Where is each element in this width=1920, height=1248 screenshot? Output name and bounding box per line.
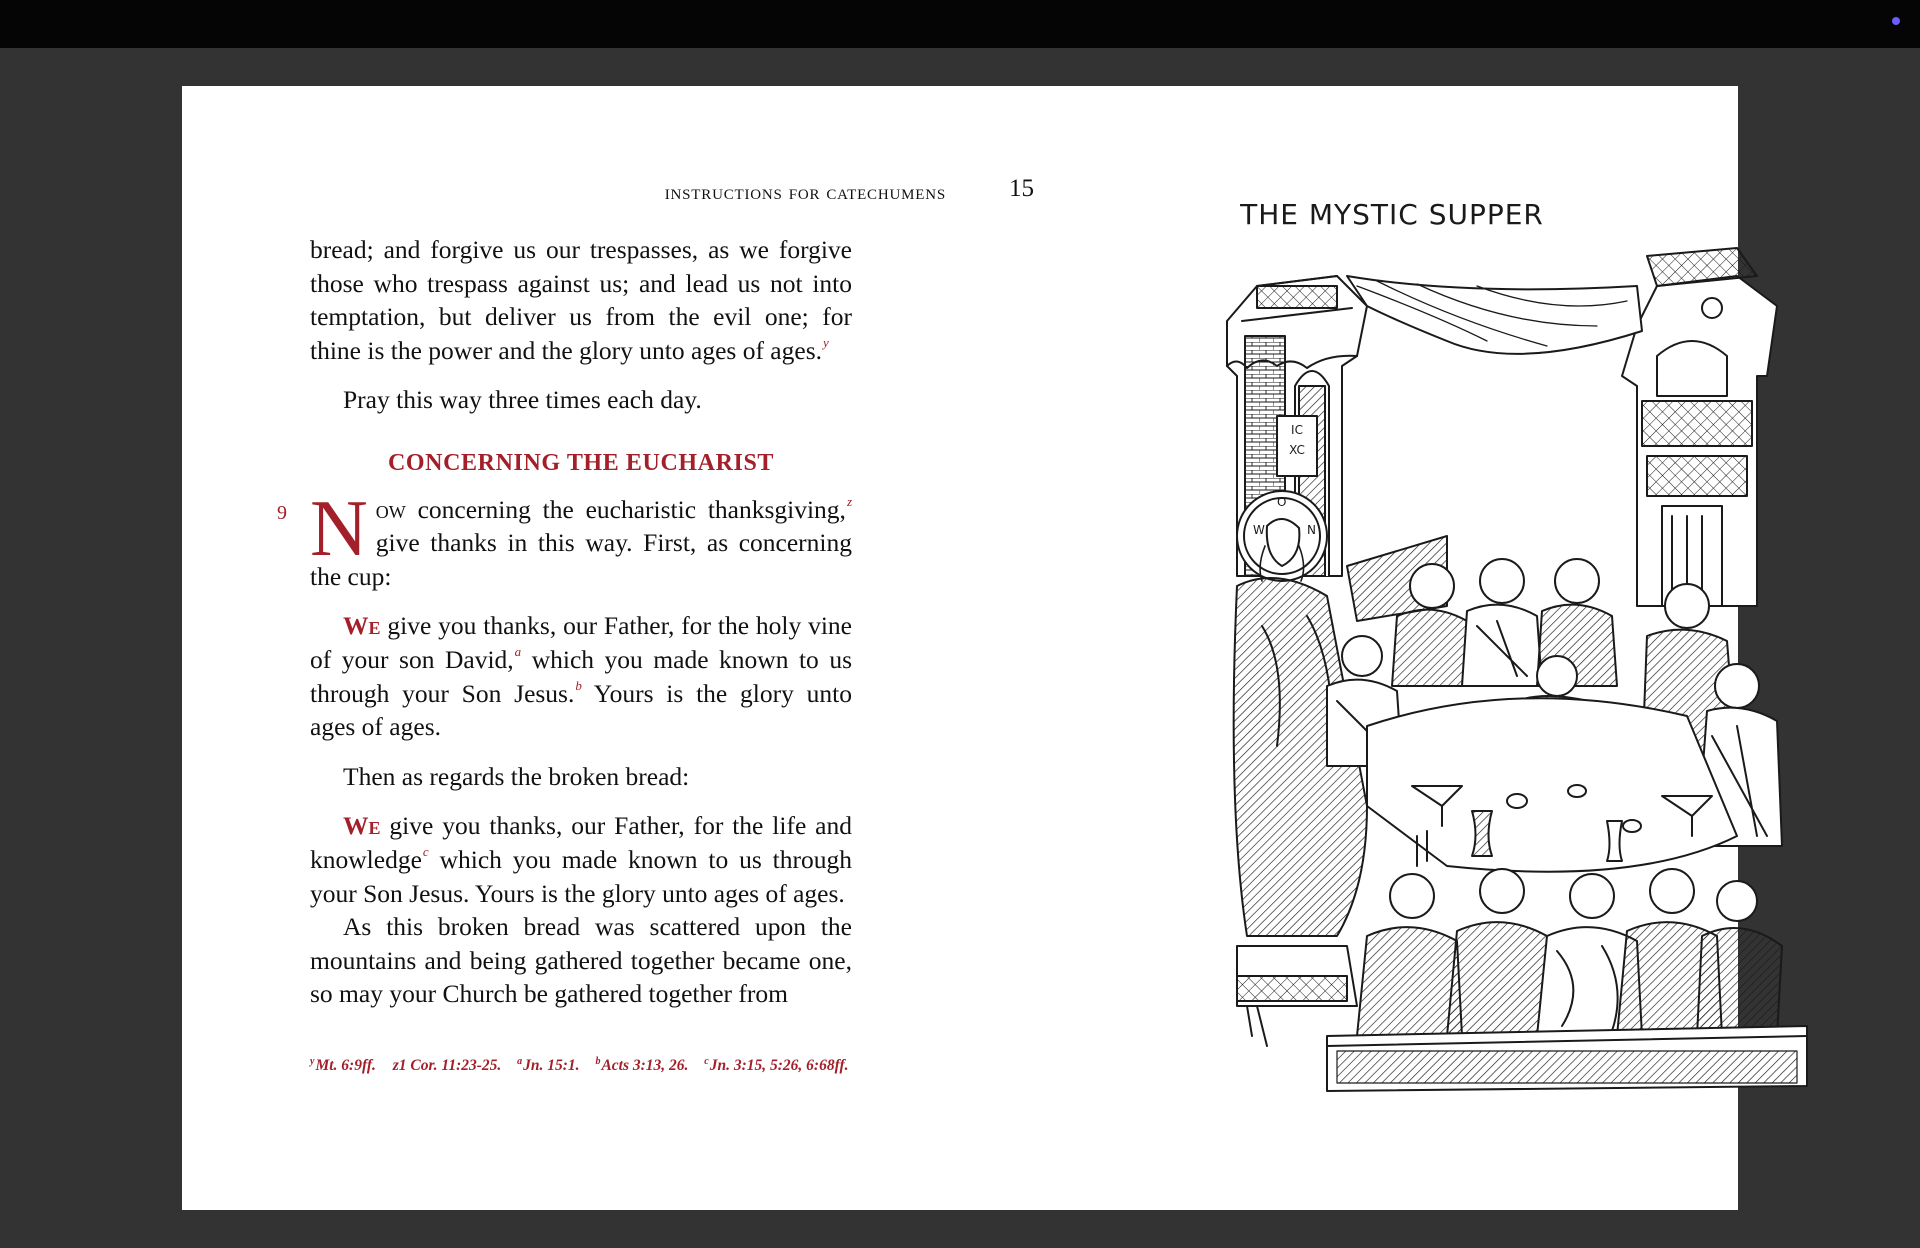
halo-letter-right: N [1307, 523, 1316, 537]
footnote-ref-z[interactable]: z [846, 493, 852, 509]
rubric-lead: We [343, 611, 381, 641]
halo-letter-left: W [1253, 523, 1265, 537]
table [1367, 698, 1737, 871]
footnote-ref-c[interactable]: c [422, 843, 429, 859]
paragraph-scattered-bread: As this broken bread was scattered upon the mountains and being gathered together became one, so may your Church be gathered together from [310, 912, 852, 1009]
right-building [1622, 248, 1777, 606]
footnote: $^b$Acts 3:13, 26. [595, 1056, 689, 1075]
rubric-lead: We [343, 811, 381, 841]
verse-number: 9 [277, 501, 287, 524]
footnote: $^y$Mt. 6:9ff. [310, 1056, 376, 1075]
paragraph-bread-prayer: We give you thanks, our Father, for the life and knowledge$^c$ which you made known to us through your Son Jesus. Yours is the glory unto ages of ages. [310, 811, 852, 908]
paragraph-pray-instruction: Pray this way three times each day. [343, 385, 702, 415]
paragraph-lords-prayer-end: bread; and forgive us our trespasses, as we forgive those who trespass against us; and lead us not into temptation, but deliver us from the evil one; for thine is the power and the glory unto ages of ages.$^y$ [310, 235, 852, 365]
illustration-title: THE MYSTIC SUPPER [1240, 198, 1544, 231]
footnotes [310, 1056, 870, 1075]
viewer-top-bar [0, 0, 1920, 48]
footstool [1237, 946, 1357, 1046]
footnote: $^a$Jn. 15:1. [517, 1056, 580, 1075]
running-head-title: instructions for catechumens [664, 180, 946, 204]
verse-9 [277, 484, 852, 594]
footnote-ref-b[interactable]: b [575, 677, 582, 693]
small-caps-lead: ow [375, 494, 406, 524]
footnote-ref-y[interactable]: y [823, 334, 829, 350]
drop-cap: N [310, 484, 368, 573]
footnote: $^c$Jn. 3:15, 5:26, 6:68ff. [704, 1056, 849, 1075]
section-heading: CONCERNING THE EUCHARIST [387, 449, 775, 476]
monogram-panel [1277, 416, 1317, 476]
text-column [277, 233, 852, 1011]
monogram-ic: IC [1291, 423, 1303, 437]
page-number: 15 [1009, 175, 1034, 202]
book-spread [182, 86, 1738, 1210]
halo-letter-center: O [1277, 495, 1287, 509]
drapery [1347, 276, 1642, 354]
paragraph-cup-prayer: We give you thanks, our Father, for the holy vine of your son David,$^a$ which you made known to us through your Son Jesus.$^b$ Yours is the glory unto ages of ages. [310, 611, 852, 742]
paragraph-eucharist-intro: Now concerning the eucharistic thanksgiving,$^z$ give thanks in this way. First, as concerning the cup: [310, 484, 852, 591]
status-dot-icon [1892, 17, 1900, 25]
footnote-ref-a[interactable]: a [514, 643, 522, 659]
footnote: z1 Cor. 11:23-25. [392, 1057, 502, 1075]
paragraph-broken-bread: Then as regards the broken bread: [343, 761, 690, 791]
mystic-supper-illustration [1217, 246, 1817, 1131]
apostles-front-row [1357, 869, 1782, 1036]
monogram-xc: XC [1289, 443, 1305, 457]
platform [1327, 1026, 1807, 1091]
